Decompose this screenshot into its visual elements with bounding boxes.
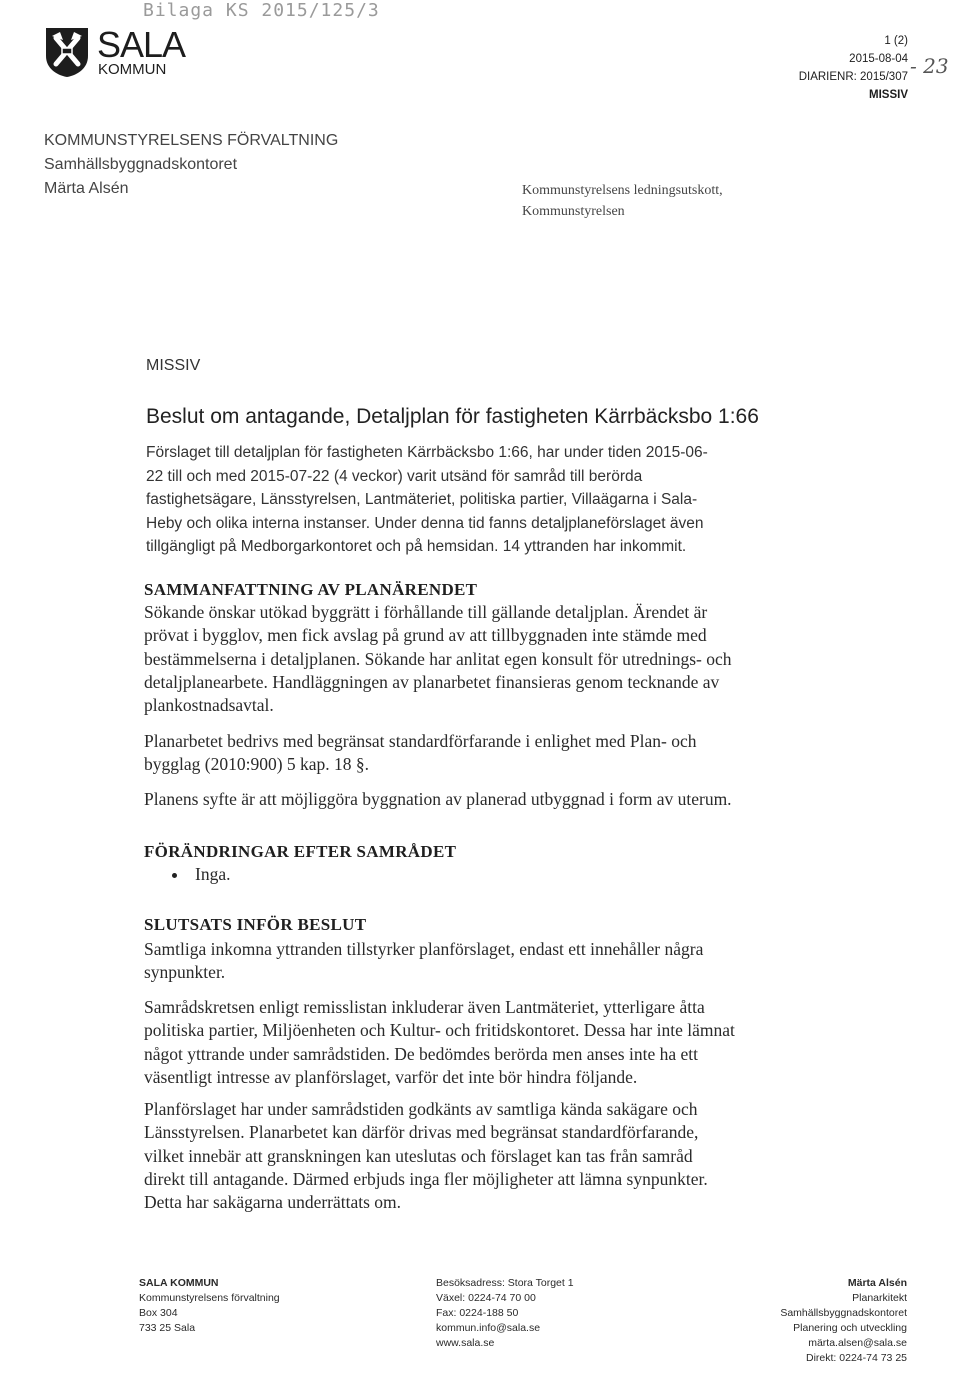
footer-handler: [780, 1276, 907, 1366]
footer-line: Kommunstyrelsens förvaltning: [139, 1292, 280, 1304]
summary-paragraph: [144, 601, 732, 717]
footer-line: Direkt: 0224-74 73 25: [806, 1352, 907, 1364]
conclusion-paragraph: [144, 938, 703, 985]
list-item: [172, 863, 230, 886]
bullet-icon: [172, 873, 177, 878]
footer-line: Planering och utveckling: [793, 1322, 907, 1334]
sender-person: Märta Alsén: [44, 180, 129, 197]
text-line: politiska partier, Miljöenheten och Kultur- och fritidskontoret. Dessa har inte lämnat: [144, 1020, 735, 1041]
footer-address: [139, 1276, 280, 1336]
footer-line: Fax: 0224-188 50: [436, 1307, 519, 1319]
text-line: prövat i bygglov, men fick avslag på grund av att tillbyggnaden inte stämde med: [144, 625, 707, 646]
approval-paragraph: [144, 1098, 708, 1214]
text-line: något yttrande under samrådstiden. De bedömdes berörda men anses inte ha ett: [144, 1043, 698, 1064]
list-item-text: Inga.: [195, 864, 231, 884]
logo-subtitle: KOMMUN: [98, 61, 167, 78]
text-line: Samtliga inkomna yttranden tillstyrker planförslaget, endast ett innehåller några: [144, 939, 704, 959]
footer-line: Samhällsbyggnadskontoret: [780, 1307, 907, 1319]
recipient-line: Kommunstyrelsens ledningsutskott,: [522, 183, 723, 198]
footer-contact: [436, 1276, 574, 1351]
text-line: vilket innebär att granskningen kan uteslutas och förslaget kan tas från samråd: [144, 1145, 693, 1166]
sender-block: [44, 129, 338, 201]
text-line: detaljplanearbete. Handläggningen av planarbetet finansieras genom tecknande av: [144, 671, 720, 692]
text-line: Länsstyrelsen. Planarbetet kan därför drivas med begränsat standardförfarande,: [144, 1122, 699, 1143]
purpose-paragraph: [144, 788, 732, 811]
text-line: direkt till antagande. Därmed erbjuds inga fler möjligheter att lämna synpunkter.: [144, 1168, 708, 1189]
recipient-block: [522, 180, 723, 222]
document-type: MISSIV: [869, 89, 908, 101]
text-line: 22 till och med 2015-07-22 (4 veckor) varit utsänd för samråd till berörda: [146, 467, 643, 485]
section-heading-conclusion: SLUTSATS INFÖR BESLUT: [144, 915, 367, 934]
footer-line: Box 304: [139, 1307, 178, 1319]
page-number: 1 (2): [884, 35, 908, 47]
text-line: synpunkter.: [144, 962, 226, 983]
handwritten-number: - 23: [910, 54, 949, 78]
document-meta: [799, 32, 908, 104]
text-line: Sökande önskar utökad byggrätt i förhållande till gällande detaljplan. Ärendet är: [144, 602, 708, 622]
text-line: bygglag (2010:900) 5 kap. 18 §.: [144, 754, 370, 775]
footer-email-link[interactable]: märta.alsen@sala.se: [808, 1337, 907, 1349]
text-line: fastighetsägare, Länsstyrelsen, Lantmäteriet, politiska partier, Villaägarna i Sala-: [146, 491, 698, 508]
text-line: plankostnadsavtal.: [144, 695, 274, 716]
intro-paragraph: [146, 441, 708, 559]
text-line: Detta har sakägarna underrättats om.: [144, 1192, 402, 1213]
text-line: Planförslaget har under samrådstiden godkänts av samtliga kända sakägare och: [144, 1099, 698, 1119]
procedure-paragraph: [144, 730, 697, 777]
registration-number: DIARIENR: 2015/307: [798, 71, 908, 83]
document-date: 2015-08-04: [849, 53, 908, 65]
footer-line: 733 25 Sala: [139, 1322, 196, 1334]
text-line: Förslaget till detaljplan för fastigheten Kärrbäcksbo 1:66, har under tiden 2015-06-: [146, 444, 708, 461]
logo-name: SALA: [97, 24, 186, 65]
footer-line: Besöksadress: Stora Torget 1: [436, 1277, 574, 1289]
footer-line: Märta Alsén: [847, 1277, 907, 1289]
text-line: Planarbetet bedrivs med begränsat standardförfarande i enlighet med Plan- och: [144, 731, 697, 751]
sender-organization: KOMMUNSTYRELSENS FÖRVALTNING: [44, 132, 339, 149]
page-title: Beslut om antagande, Detaljplan för fastigheten Kärrbäcksbo 1:66: [146, 405, 759, 428]
section-heading-summary: SAMMANFATTNING AV PLANÄRENDET: [144, 580, 478, 599]
document-label: MISSIV: [146, 357, 201, 374]
footer-website-link[interactable]: www.sala.se: [436, 1337, 495, 1349]
consultation-paragraph: [144, 996, 735, 1089]
text-line: tillgängligt på Medborgarkontoret och på hemsidan. 14 yttranden har inkommit.: [146, 538, 687, 555]
section-heading-changes: FÖRÄNDRINGAR EFTER SAMRÅDET: [144, 842, 457, 861]
footer-line: SALA KOMMUN: [139, 1277, 219, 1289]
recipient-line: Kommunstyrelsen: [522, 204, 625, 219]
footer-line: Planarkitekt: [852, 1292, 907, 1304]
sender-office: Samhällsbyggnadskontoret: [44, 156, 238, 173]
text-line: Samrådskretsen enligt remisslistan inkluderar även Lantmäteriet, ytterligare åtta: [144, 997, 705, 1017]
text-line: Heby och olika interna instanser. Under denna tid fanns detaljplaneförslaget även: [146, 514, 704, 532]
appendix-stamp: Bilaga KS 2015/125/3: [143, 0, 380, 21]
text-line: väsentligt intresse av planförslaget, varför det inte bör hindra följande.: [144, 1066, 638, 1087]
footer-line: Växel: 0224-74 70 00: [436, 1292, 536, 1304]
text-line: Planens syfte är att möjliggöra byggnation av planerad utbyggnad i form av uterum.: [144, 789, 732, 809]
text-line: bestämmelserna i detaljplanen. Sökande har anlitat egen konsult för utrednings- och: [144, 648, 732, 669]
footer-email-link[interactable]: kommun.info@sala.se: [436, 1322, 541, 1334]
sala-coat-of-arms-icon: [44, 26, 90, 78]
